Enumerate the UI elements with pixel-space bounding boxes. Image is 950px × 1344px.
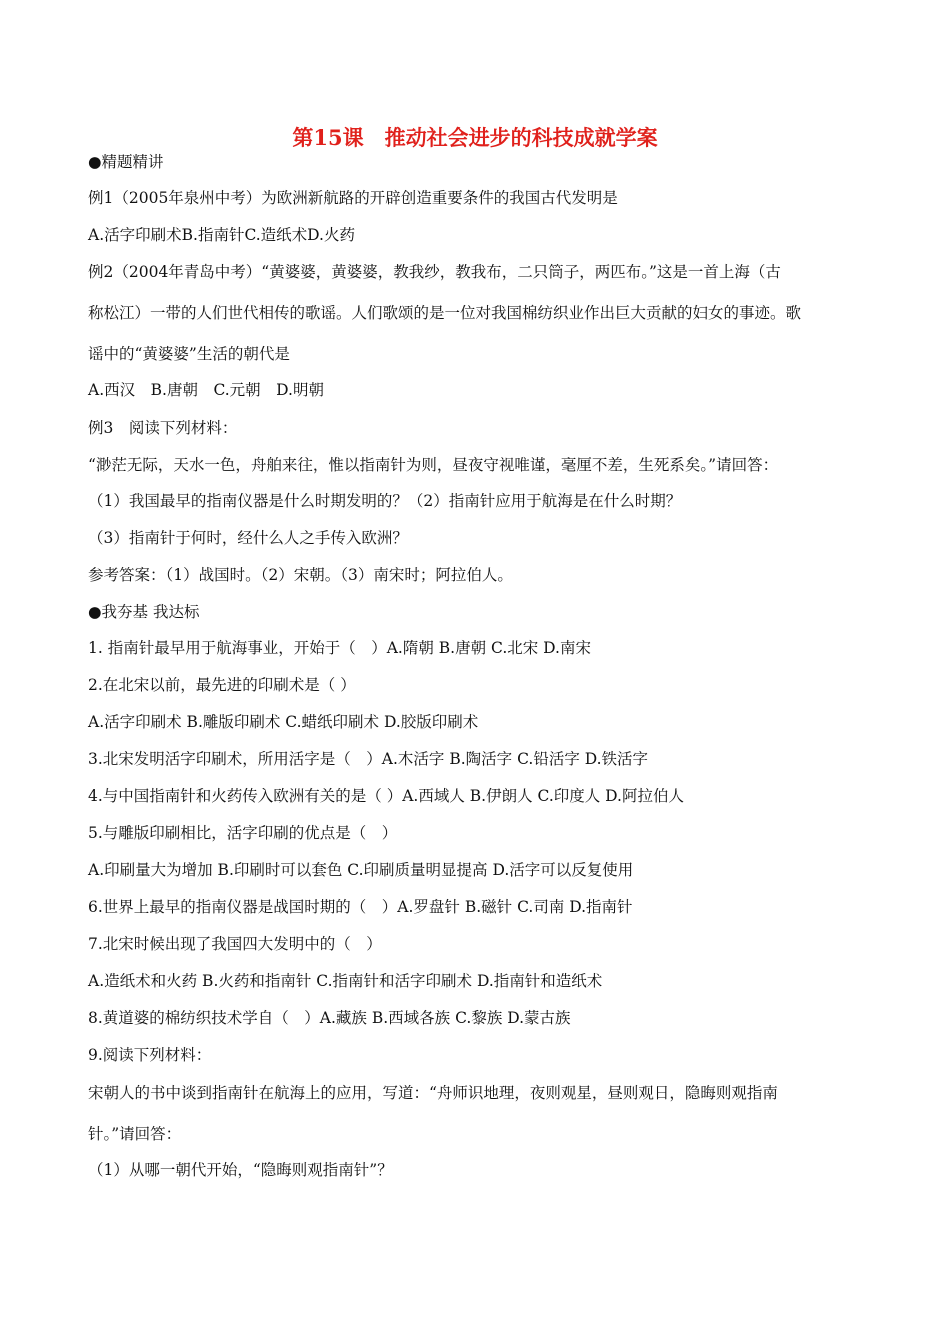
exercise-5-options: A.印刷量大为增加 B.印刷时可以套色 C.印刷质量明显提高 D.活字可以反复使用 bbox=[88, 861, 634, 879]
example-1-question: 例1（2005年泉州中考）为欧洲新航路的开辟创造重要条件的我国古代发明是 bbox=[88, 189, 618, 207]
example-1-options: A.活字印刷术B.指南针C.造纸术D.火药 bbox=[88, 226, 355, 244]
exercise-7-question: 7.北宋时候出现了我国四大发明中的（ ） bbox=[88, 935, 382, 953]
example-3-intro: 例3 阅读下列材料： bbox=[88, 419, 238, 437]
example-2-text-line-1: 例2（2004年青岛中考）“黄婆婆，黄婆婆，教我纱，教我布，二只筒子，两匹布。”这是一首上海（古 bbox=[88, 263, 781, 281]
example-3-questions-1-2: （1）我国最早的指南仪器是什么时期发明的？（2）指南针应用于航海是在什么时期？ bbox=[88, 492, 682, 510]
exercise-1: 1. 指南针最早用于航海事业，开始于（ ）A.隋朝 B.唐朝 C.北宋 D.南宋 bbox=[88, 639, 591, 657]
exercise-7-options: A.造纸术和火药 B.火药和指南针 C.指南针和活字印刷术 D.指南针和造纸术 bbox=[88, 972, 603, 990]
lesson-title: 第15课 推动社会进步的科技成就学案 bbox=[292, 125, 658, 150]
exercise-4: 4.与中国指南针和火药传入欧洲有关的是（ ）A.西域人 B.伊朗人 C.印度人 D.阿拉伯人 bbox=[88, 787, 684, 805]
exercise-9-intro: 9.阅读下列材料： bbox=[88, 1046, 212, 1064]
exercise-2-question: 2.在北宋以前，最先进的印刷术是（ ） bbox=[88, 676, 356, 694]
example-3-answer: 参考答案：（1）战国时。（2）宋朝。（3）南宋时；阿拉伯人。 bbox=[88, 566, 513, 584]
exercise-9-material-line-2: 针。”请回答： bbox=[88, 1125, 182, 1143]
example-2-text-line-3: 谣中的“黄婆婆”生活的朝代是 bbox=[88, 345, 290, 363]
exercise-8: 8.黄道婆的棉纺织技术学自（ ）A.藏族 B.西域各族 C.黎族 D.蒙古族 bbox=[88, 1009, 571, 1027]
exercise-9-question-1: （1）从哪一朝代开始，“隐晦则观指南针”？ bbox=[88, 1161, 393, 1179]
exercise-9-material-line-1: 宋朝人的书中谈到指南针在航海上的应用，写道：“舟师识地理，夜则观星，昼则观日，隐晦则观指南 bbox=[88, 1084, 778, 1102]
example-2-text-line-2: 称松江）一带的人们世代相传的歌谣。人们歌颂的是一位对我国棉纺织业作出巨大贡献的妇女的事迹。歌 bbox=[88, 304, 802, 322]
exercise-6: 6.世界上最早的指南仪器是战国时期的（ ）A.罗盘针 B.磁针 C.司南 D.指南针 bbox=[88, 898, 633, 916]
section-heading-examples: ●精题精讲 bbox=[88, 153, 164, 171]
exercise-3: 3.北宋发明活字印刷术，所用活字是（ ）A.木活字 B.陶活字 C.铅活字 D.铁活字 bbox=[88, 750, 649, 768]
example-3-question-3: （3）指南针于何时，经什么人之手传入欧洲？ bbox=[88, 529, 408, 547]
exercise-5-question: 5.与雕版印刷相比，活字印刷的优点是（ ） bbox=[88, 824, 398, 842]
example-3-material: “渺茫无际，天水一色，舟舶来往，惟以指南针为则，昼夜守视唯谨，毫厘不差，生死系矣。”请回答： bbox=[88, 456, 779, 474]
example-2-options: A.西汉 B.唐朝 C.元朝 D.明朝 bbox=[88, 381, 324, 399]
exercise-2-options: A.活字印刷术 B.雕版印刷术 C.蜡纸印刷术 D.胶版印刷术 bbox=[88, 713, 479, 731]
section-heading-exercises: ●我夯基 我达标 bbox=[88, 603, 200, 621]
